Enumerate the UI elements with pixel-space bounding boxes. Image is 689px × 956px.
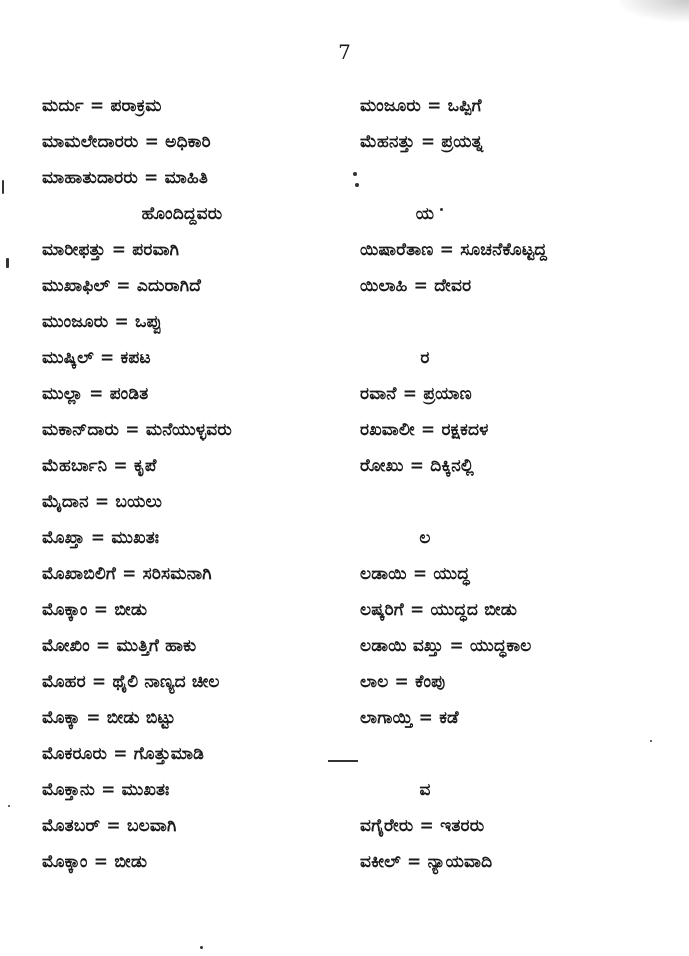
- glossary-entry: ಮೊಖಾಬಿಲಿಗೆ = ಸರಿಸಮನಾಗಿ: [42, 564, 212, 584]
- glossary-entry: ಮೋಖಿಂ = ಮುತ್ತಿಗೆ ಹಾಕು: [42, 636, 197, 656]
- glossary-entry: ಮೊಕರೂರು = ಗೊತ್ತುಮಾಡಿ: [42, 744, 205, 764]
- section-heading-ra: ರ: [420, 348, 430, 368]
- glossary-entry: ವಗೈರೇರು = ಇತರರು: [360, 816, 485, 836]
- glossary-entry: ಮಾಮಲೇದಾರರು = ಅಧಿಕಾರಿ: [42, 132, 211, 152]
- glossary-entry: ಮೊಕ್ಕಾಂ = ಬೀಡು: [42, 852, 148, 872]
- glossary-entry: ವಕೀಲ್ = ನ್ಯಾಯವಾದಿ: [360, 852, 493, 872]
- paper-stain: [619, 0, 689, 22]
- spacer: [360, 304, 680, 340]
- scan-speck: [650, 740, 652, 742]
- glossary-entry: ಮುಷ್ಕಿಲ್ = ಕಪಟ: [42, 348, 151, 368]
- glossary-entry: ಮೆಹನತ್ತು = ಪ್ರಯತ್ನ: [360, 132, 484, 152]
- glossary-entry: ಲಾಗಾಯ್ತಿ = ಕಡೆ: [360, 708, 459, 728]
- section-heading-va: ವ: [419, 780, 431, 800]
- glossary-entry: ಮೆಹರ್ಬಾನಿ = ಕೃಪೆ: [42, 456, 157, 476]
- glossary-entry: ಯಿಷಾರೆತಾಣ = ಸೂಚನೆಕೊಟ್ಟದ್ದ: [360, 240, 548, 260]
- glossary-entry: ಲಡಾಯಿ = ಯುದ್ಧ: [360, 564, 470, 584]
- section-heading-ya: ಯ: [415, 204, 435, 224]
- scan-speck: [2, 180, 4, 194]
- glossary-entry: ಲಡಾಯಿ ವಖ್ತು = ಯುದ್ಧಕಾಲ: [360, 636, 532, 656]
- spacer: [360, 736, 680, 772]
- glossary-entry: ರವಾನೆ = ಪ್ರಯಾಣ: [360, 384, 472, 404]
- glossary-entry: ಮುಲ್ಲಾ = ಪಂಡಿತ: [42, 384, 149, 404]
- section-heading-la: ಲ: [419, 528, 431, 548]
- scan-speck: [353, 172, 357, 176]
- glossary-entry: ಮೊಕ್ಕಾ = ಬೀಡು ಬಿಟ್ಟು: [42, 708, 176, 728]
- glossary-entry: ಮಂಜೂರು = ಒಪ್ಪಿಗೆ: [360, 96, 482, 116]
- spacer: [360, 484, 680, 520]
- spacer: [360, 160, 680, 196]
- glossary-entry: ಲಷ್ಕರಿಗೆ = ಯುದ್ಧದ ಬೀಡು: [360, 600, 518, 620]
- glossary-entry-continuation: ಹೊಂದಿದ್ದವರು: [141, 204, 223, 224]
- scan-speck: [440, 208, 443, 211]
- glossary-entry: ಮುಂಜೂರು = ಒಪ್ಪು: [42, 312, 163, 332]
- glossary-entry: ಮೊಕ್ಕಾಂ = ಬೀಡು: [42, 600, 148, 620]
- right-column: [360, 88, 680, 880]
- glossary-entry: ಮೊಖ್ತಾ = ಮುಖತಃ: [42, 528, 160, 548]
- glossary-entry: ಮೊಕ್ತಾನು = ಮುಖತಃ: [42, 780, 170, 800]
- glossary-entry: ಮಕಾನ್‌ದಾರು = ಮನೆಯುಳ್ಳವರು: [42, 420, 233, 440]
- glossary-entry: ಮುಖಾಫಿಲ್ = ಎದುರಾಗಿದೆ: [42, 276, 202, 296]
- glossary-entry: ಲಾಲ = ಕೆಂಪು: [360, 672, 446, 692]
- glossary-entry: ರೋಖು = ದಿಕ್ಕಿನಲ್ಲಿ: [360, 456, 474, 476]
- glossary-entry: ಮರ್ದು = ಪರಾಕ್ರಮ: [42, 96, 162, 116]
- glossary-entry: ಮೊಹರ = ಥೈಲಿ ನಾಣ್ಯದ ಚೀಲ: [42, 672, 220, 692]
- glossary-entry: ಯಿಲಾಹಿ = ದೇವರ: [360, 276, 472, 296]
- glossary-entry: ರಖವಾಲೀ = ರಕ್ಷಕದಳ: [360, 420, 489, 440]
- scan-speck: [6, 258, 9, 268]
- ink-mark: [328, 760, 358, 762]
- glossary-entry: ಮಾರೀಫತ್ತು = ಪರವಾಗಿ: [42, 240, 180, 260]
- glossary-entry: ಮೈದಾನ = ಬಯಲು: [42, 492, 163, 512]
- glossary-entry: ಮೊತಬರ್ = ಬಲವಾಗಿ: [42, 816, 177, 836]
- page-number: 7: [338, 40, 351, 64]
- scan-speck: [355, 183, 359, 187]
- scan-speck: [8, 805, 10, 807]
- left-column: [42, 88, 362, 880]
- glossary-entry: ಮಾಹಾತುದಾರರು = ಮಾಹಿತಿ: [42, 168, 209, 188]
- scan-speck: [200, 946, 203, 949]
